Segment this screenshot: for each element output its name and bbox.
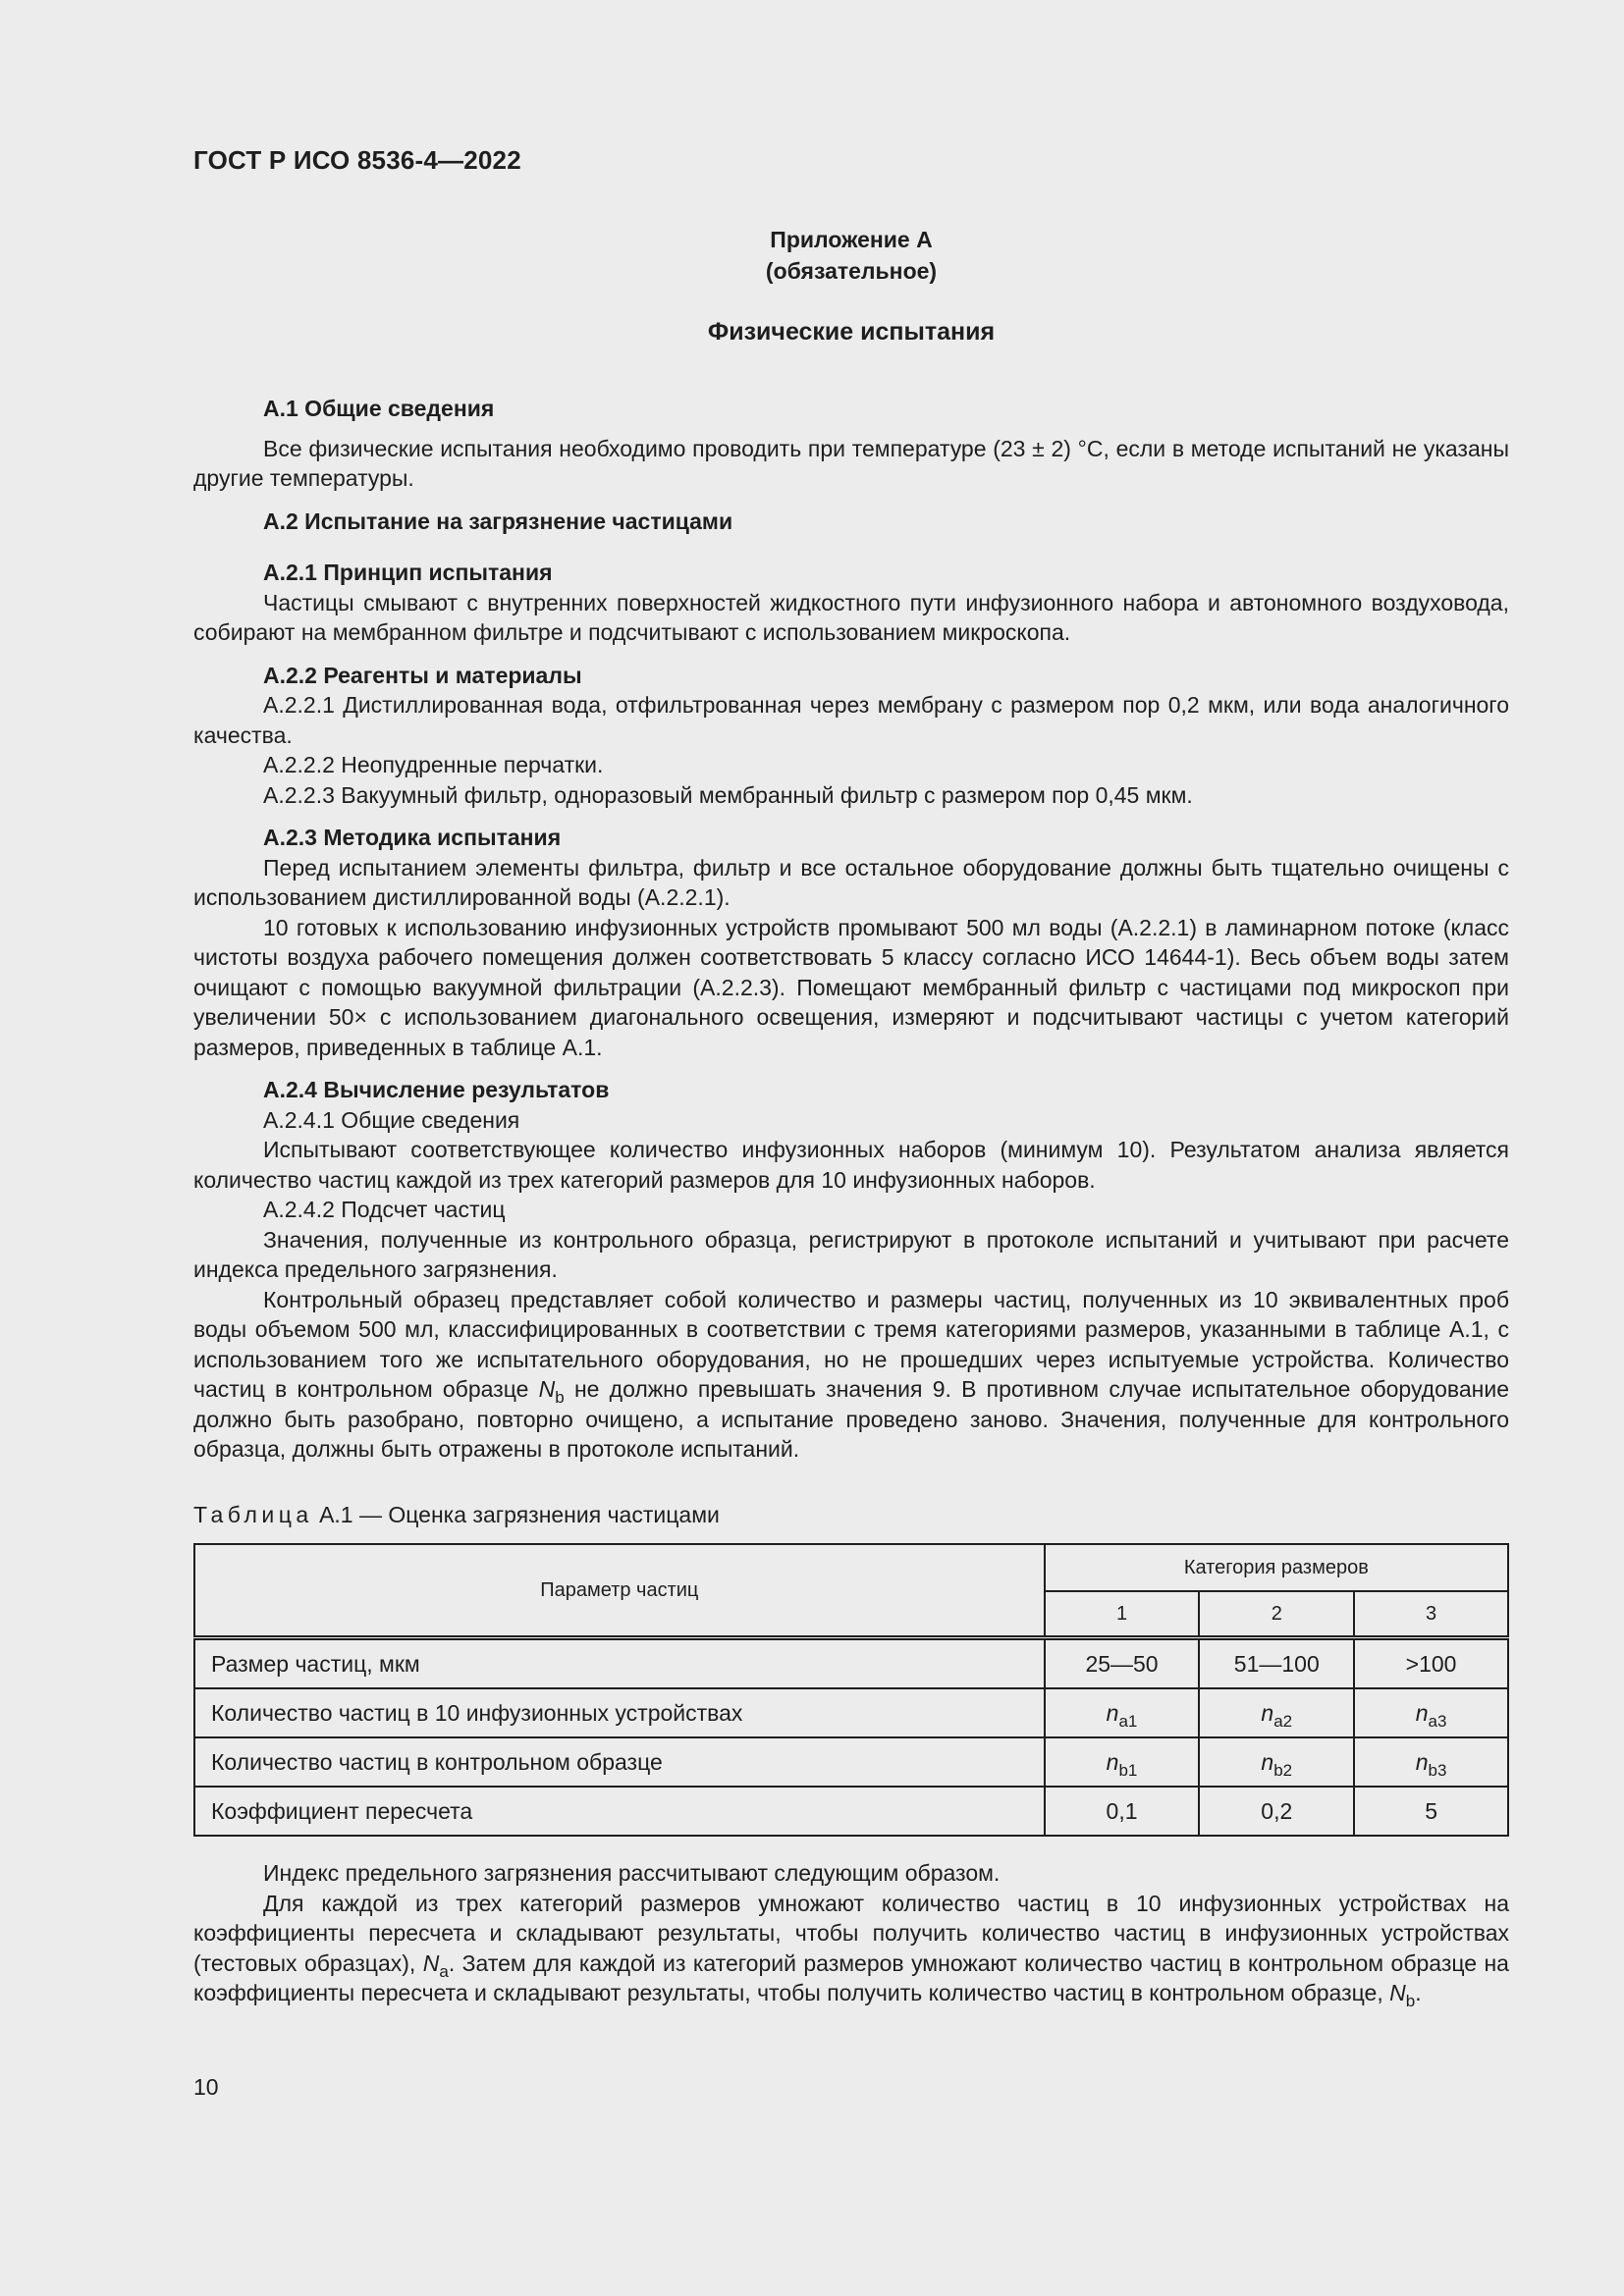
header-category: Категория размеров bbox=[1045, 1544, 1508, 1591]
table-row: Размер частиц, мкм 25—50 51—100 >100 bbox=[194, 1638, 1508, 1689]
item-a223: А.2.2.3 Вакуумный фильтр, одноразовый мембранный фильтр с размером пор 0,45 мкм. bbox=[263, 781, 1193, 808]
after-p2: Для каждой из трех категорий размеров умножают количество частиц в 10 инфузионных устройствах на коэффициенты пересчета и складывают результаты, чтобы получить количество частиц в инфузионных устройствах (тестовых образцах), $N_a$. Затем для каждой из категорий размеров умножают количество частиц в контрольном образце на коэффициенты пересчета и складывают результаты, чтобы получить количество частиц в контрольном образце, $N_b$. bbox=[193, 1890, 1509, 2010]
annex-title: Физические испытания bbox=[707, 318, 996, 346]
table-caption: Таблица А.1 — Оценка загрязнения частицами bbox=[193, 1502, 720, 1527]
header-param: Параметр частиц bbox=[194, 1544, 1045, 1638]
header-cat-3: 3 bbox=[1354, 1591, 1508, 1638]
section-a23-title: А.2.3 Методика испытания bbox=[263, 825, 562, 850]
section-a1-title: А.1 Общие сведения bbox=[263, 396, 495, 421]
section-a21-title: А.2.1 Принцип испытания bbox=[263, 560, 553, 585]
table-row: Количество частиц в 10 инфузионных устройствах $n_{a1}$ $n_{a2}$ $n_{a3}$ bbox=[194, 1688, 1508, 1737]
section-a241-title: А.2.4.1 Общие сведения bbox=[263, 1106, 520, 1133]
header-cat-2: 2 bbox=[1199, 1591, 1354, 1638]
page-number: 10 bbox=[193, 2074, 219, 2100]
annex-label: Приложение А bbox=[770, 227, 933, 252]
section-a242-p1: Значения, полученные из контрольного образца, регистрируют в протоколе испытаний и учитывают при расчете индекса предельного загрязнения. bbox=[193, 1226, 1509, 1282]
table-row: Количество частиц в контрольном образце $n_{b1}$ $n_{b2}$ $n_{b3}$ bbox=[194, 1737, 1508, 1787]
section-a1-text: Все физические испытания необходимо проводить при температуре (23 ± 2) °С, если в методе испытаний не указаны другие температуры. bbox=[193, 435, 1509, 491]
section-a241-text: Испытывают соответствующее количество инфузионных наборов (минимум 10). Результатом анализа является количество частиц каждой из трех категорий размеров для 10 инфузионных наборов. bbox=[193, 1137, 1509, 1193]
section-a242-p2: Контрольный образец представляет собой количество и размеры частиц, полученных из 10 эквивалентных проб воды объемом 500 мл, классифицированных в соответствии с тремя категориями размеров, указанными в таблице А.1, с использованием того же испытательного оборудования, но не прошедших через испытуемые устройства. Количество частиц в контрольном образце $N_b$ не должно превышать значения 9. В противном случае испытательное оборудование должно быть разобрано, повторно очищено, а испытание проведено заново. Значения, полученные для контрольного образца, должны быть отражены в протоколе испытаний. bbox=[193, 1286, 1509, 1462]
section-a2-title: А.2 Испытание на загрязнение частицами bbox=[263, 507, 733, 534]
header-cat-1: 1 bbox=[1045, 1591, 1200, 1638]
section-a23-p1: Перед испытанием элементы фильтра, фильтр и все остальное оборудование должны быть тщательно очищены с использованием дистиллированной воды (А.2.2.1). bbox=[193, 854, 1509, 910]
document-header: ГОСТ Р ИСО 8536-4—2022 bbox=[193, 145, 521, 175]
section-a22-title: А.2.2 Реагенты и материалы bbox=[263, 662, 582, 688]
annex-heading bbox=[193, 224, 1509, 287]
particle-contamination-table bbox=[193, 1543, 1509, 1837]
post-table-text bbox=[193, 1858, 1509, 2008]
section-a21-text: Частицы смывают с внутренних поверхностей жидкостного пути инфузионного набора и автономного воздуховода, собирают на мембранном фильтре и подсчитывают с использованием микроскопа. bbox=[193, 589, 1509, 645]
section-a23-p2: 10 готовых к использованию инфузионных устройств промывают 500 мл воды (А.2.2.1) в ламинарном потоке (класс чистоты воздуха рабочего помещения должен соответствовать 5 классу согласно ИСО 14644-1). Весь объем воды затем очищают с помощью вакуумной фильтрации (А.2.2.3). Помещают мембранный фильтр с частицами под микроскоп при увеличении 50× с использованием диагонального освещения, измеряют и подсчитывают частицы с учетом категорий размеров, приведенных в таблице А.1. bbox=[193, 914, 1509, 1060]
section-a24-title: А.2.4 Вычисление результатов bbox=[263, 1077, 610, 1102]
annex-status: (обязательное) bbox=[765, 258, 938, 284]
document-body bbox=[193, 394, 1509, 1465]
item-a221: А.2.2.1 Дистиллированная вода, отфильтрованная через мембрану с размером пор 0,2 мкм, или вода аналогичного качества. bbox=[193, 692, 1509, 748]
item-a222: А.2.2.2 Неопудренные перчатки. bbox=[263, 752, 604, 777]
section-a242-title: А.2.4.2 Подсчет частиц bbox=[263, 1197, 506, 1222]
after-p1: Индекс предельного загрязнения рассчитывают следующим образом. bbox=[263, 1860, 1001, 1886]
table-row: Коэффициент пересчета 0,1 0,2 5 bbox=[194, 1787, 1508, 1836]
